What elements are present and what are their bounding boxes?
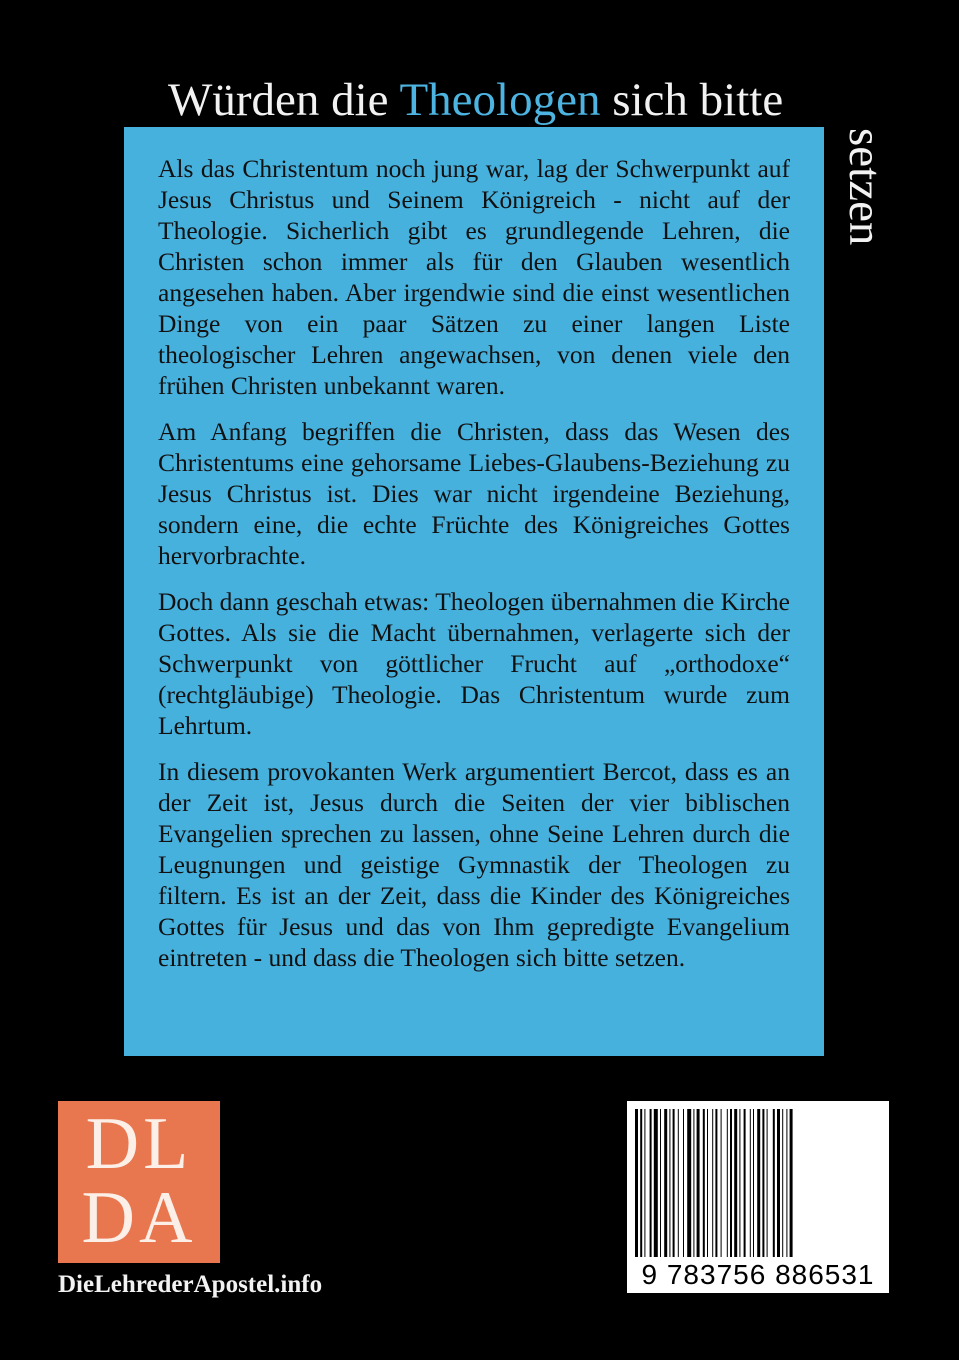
barcode-bar <box>683 1109 684 1257</box>
barcode-bar <box>767 1109 768 1257</box>
barcode-bar <box>773 1109 775 1257</box>
title-part-2: sich bitte <box>600 74 784 126</box>
barcode-bar <box>715 1109 717 1257</box>
barcode-bar <box>790 1109 793 1257</box>
blurb-paragraph-1: Als das Christentum noch jung war, lag der Schwerpunkt auf Jesus Christus und Seinem Königreich - nicht auf der Theologie. Sicherlich gibt es grundlegende Lehren, die Christen schon immer als für den Glauben wesentlich angesehen haben. Aber irgendwie sind die einst wesentlichen Dinge von ein paar Sätzen zu einer langen Liste theologischer Lehren angewachsen, von denen viele den frühen Christen unbekannt waren. <box>158 154 790 400</box>
barcode-bar <box>721 1109 722 1257</box>
title-accent-word: Theologen <box>399 74 601 126</box>
barcode-bar <box>777 1109 780 1257</box>
back-cover-title <box>168 72 868 128</box>
logo-line-2: DA <box>81 1177 197 1259</box>
barcode-bar <box>786 1109 787 1257</box>
barcode-bar <box>757 1109 760 1257</box>
barcode-bar <box>644 1109 645 1257</box>
logo-line-1: DL <box>85 1103 193 1185</box>
barcode-bar <box>753 1109 754 1257</box>
barcode-bar <box>762 1109 764 1257</box>
barcode-bar <box>635 1109 638 1257</box>
barcode-bar <box>693 1109 694 1257</box>
barcode-bar <box>707 1109 708 1257</box>
blurb-paragraph-4: In diesem provokanten Werk argumentiert Bercot, dass es an der Zeit ist, Jesus durch die Seiten der vier biblischen Evangelien sprechen zu lassen, ohne Seine Lehren durch die Leugnungen und geistige Gymnastik der Theologen zu filtern. Es ist an der Zeit, dass die Kinder des Königreiches Gottes für Jesus und das von Ihm gepredigte Evangelium eintreten - und dass die Theologen sich bitte setzen. <box>158 757 790 972</box>
blurb-box <box>124 127 824 1056</box>
isbn-number: 9 783756 886531 <box>641 1259 875 1290</box>
isbn-barcode <box>627 1101 889 1293</box>
barcode-bar <box>703 1109 705 1257</box>
barcode-bar <box>669 1109 670 1257</box>
barcode-bar <box>697 1109 700 1257</box>
barcode-bar <box>744 1109 746 1257</box>
blurb-paragraph-2: Am Anfang begriffen die Christen, dass das Wesen des Christentums eine gehorsame Liebes-Glaubens-Beziehung zu Jesus Christus ist. Dies war nicht irgendeine Beziehung, sondern eine, die echte Früchte des Königreiches Gottes hervorbrachte. <box>158 417 790 570</box>
title-part-1: Würden die <box>168 74 400 126</box>
blurb-paragraph-3: Doch dann geschah etwas: Theologen übernahmen die Kirche Gottes. Als sie die Macht übernahmen, verlagerte sich der Schwerpunkt von göttlicher Frucht auf „orthodoxe“ (rechtgläubige) Theologie. Das Christentum wurde zum Lehrtum. <box>158 587 790 740</box>
barcode-bar <box>654 1109 658 1257</box>
barcode-bar <box>664 1109 667 1257</box>
barcode-bar <box>750 1109 751 1257</box>
publisher-logo <box>58 1101 220 1263</box>
barcode-bar <box>673 1109 675 1257</box>
title-vertical-word: setzen <box>839 128 891 246</box>
barcode-bar <box>650 1109 652 1257</box>
barcode-bar <box>782 1109 783 1257</box>
barcode-bar <box>687 1109 691 1257</box>
barcode-bar <box>640 1109 642 1257</box>
barcode-bar <box>712 1109 713 1257</box>
barcode-bar <box>730 1109 732 1257</box>
barcode-bar <box>739 1109 740 1257</box>
barcode-bar <box>734 1109 737 1257</box>
barcode-bar <box>660 1109 661 1257</box>
barcode-bar <box>678 1109 679 1257</box>
barcode-bar <box>727 1109 728 1257</box>
publisher-website: DieLehrederApostel.info <box>58 1271 323 1298</box>
